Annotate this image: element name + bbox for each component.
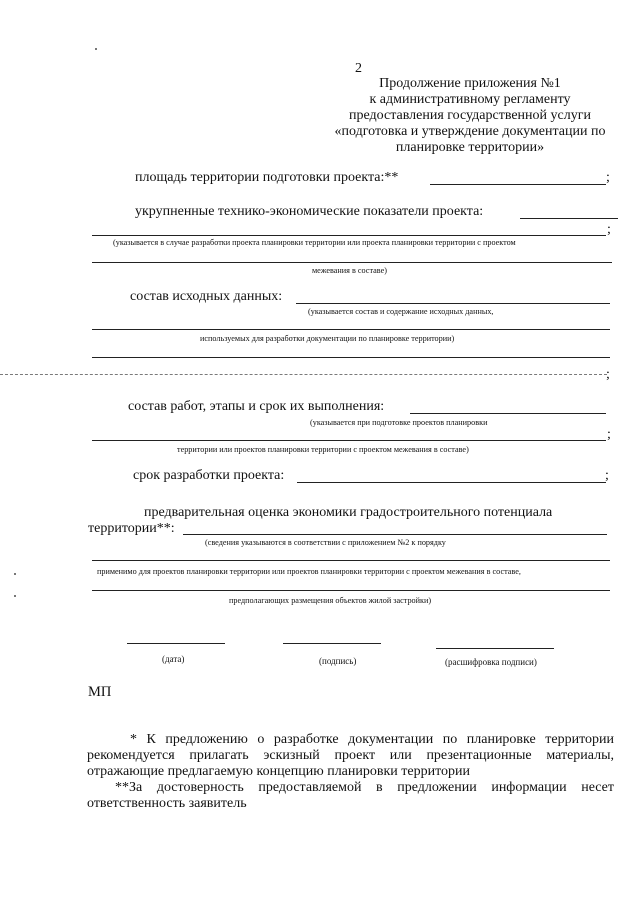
- source-data-note-2: используемых для разработки документации по планировке территории): [200, 334, 455, 343]
- source-data-end: ;: [606, 367, 610, 382]
- assessment-line-1-field[interactable]: [183, 534, 607, 535]
- scan-artifact-line: [0, 374, 607, 375]
- scan-speck: [95, 48, 97, 50]
- scan-speck: [14, 595, 16, 597]
- works-line-1[interactable]: [410, 413, 606, 414]
- date-caption: (дата): [162, 654, 185, 664]
- assessment-line-2-field[interactable]: [92, 560, 610, 561]
- appendix-header: [300, 76, 640, 156]
- indicators-line-3[interactable]: [92, 262, 612, 263]
- header-line: «подготовка и утверждение документации по: [334, 124, 606, 139]
- assessment-line-3-field[interactable]: [92, 590, 610, 591]
- source-data-line-1[interactable]: [296, 303, 610, 304]
- transcript-line[interactable]: [436, 648, 554, 649]
- date-line[interactable]: [127, 643, 225, 644]
- indicators-end: ;: [607, 222, 611, 237]
- source-data-line-2[interactable]: [92, 329, 610, 330]
- assessment-line-1: предварительная оценка экономики градостроительного потенциала: [144, 505, 553, 520]
- header-line: предоставления государственной услуги: [349, 108, 591, 123]
- source-data-note-1: (указывается состав и содержание исходных данных,: [308, 307, 494, 316]
- works-label: состав работ, этапы и срок их выполнения:: [128, 399, 385, 414]
- indicators-note-2: межевания в составе): [312, 266, 387, 275]
- footnote-2-line-1: **За достоверность предоставляемой в предложении информации несет: [115, 780, 614, 795]
- signature-caption: (подпись): [319, 656, 357, 666]
- footnote-1-line-2: рекомендуется прилагать эскизный проект или презентационные материалы,: [87, 748, 614, 763]
- footnote-1-line-3: отражающие предлагаемую концепцию планировки территории: [87, 764, 471, 779]
- stamp-label: МП: [88, 684, 112, 700]
- works-line-2[interactable]: [92, 440, 606, 441]
- works-note-2: территории или проектов планировки территории с проектом межевания в составе): [177, 445, 469, 454]
- assessment-note-2: применимо для проектов планировки территории или проектов планировки территории с проектом межевания в составе,: [97, 567, 521, 576]
- indicators-line-1[interactable]: [520, 218, 618, 219]
- signature-line[interactable]: [283, 643, 381, 644]
- source-data-line-3[interactable]: [92, 357, 610, 358]
- area-end: ;: [606, 170, 610, 185]
- footnote-2-line-2: ответственность заявитель: [87, 796, 247, 811]
- header-line: планировке территории»: [395, 140, 545, 155]
- indicators-note-1: (указывается в случае разработки проекта планировки территории или проекта планировки территории с проектом: [113, 238, 516, 247]
- deadline-line[interactable]: [297, 482, 606, 483]
- source-data-label: состав исходных данных:: [130, 289, 283, 304]
- area-line[interactable]: [430, 184, 606, 185]
- deadline-label: срок разработки проекта:: [133, 468, 285, 483]
- area-label: площадь территории подготовки проекта:**: [135, 170, 399, 185]
- header-line: Продолжение приложения №1: [379, 76, 561, 91]
- works-note-1: (указывается при подготовке проектов планировки: [310, 418, 488, 427]
- footnote-1-line-1: * К предложению о разработке документации по планировке территории: [130, 732, 614, 747]
- page-number: 2: [355, 61, 362, 76]
- assessment-note-3: предполагающих размещения объектов жилой застройки): [229, 596, 432, 605]
- indicators-line-2[interactable]: [92, 235, 606, 236]
- indicators-label: укрупненные технико-экономические показатели проекта:: [135, 204, 484, 219]
- deadline-end: ;: [605, 468, 609, 483]
- works-end: ;: [607, 427, 611, 442]
- header-line: к административному регламенту: [369, 92, 571, 107]
- transcript-caption: (расшифровка подписи): [445, 657, 537, 667]
- scan-speck: [14, 573, 16, 575]
- assessment-note-1: (сведения указываются в соответствии с приложением №2 к порядку: [205, 538, 446, 547]
- assessment-label: территории**:: [88, 521, 175, 536]
